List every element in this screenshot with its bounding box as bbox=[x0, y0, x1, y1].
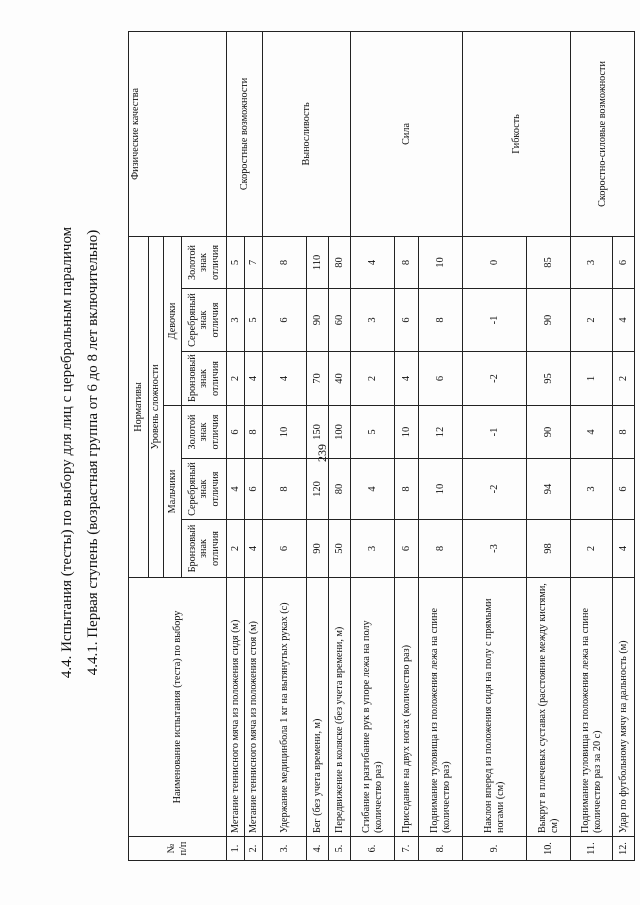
boys-gold-value: 8 bbox=[613, 406, 635, 459]
row-num: 6. bbox=[351, 837, 395, 861]
girls-silver-value: 3 bbox=[227, 289, 245, 352]
boys-silver-value: 94 bbox=[527, 459, 571, 520]
girls-gold-value: 6 bbox=[613, 236, 635, 288]
girls-silver-value: 90 bbox=[527, 289, 571, 352]
table-row bbox=[463, 31, 527, 860]
header-physical-qualities: Физические качества bbox=[129, 31, 227, 236]
row-num: 12. bbox=[613, 837, 635, 861]
girls-silver-value: 60 bbox=[329, 289, 351, 352]
boys-silver-value: 6 bbox=[245, 459, 263, 520]
quality-speed-strength: Скоростно-силовые возможности bbox=[571, 31, 635, 236]
boys-bronze-value: 98 bbox=[527, 520, 571, 578]
girls-bronze-value: 4 bbox=[245, 352, 263, 406]
girls-gold-value: 85 bbox=[527, 236, 571, 288]
test-name: Передвижение в коляске (без учета времени, м) bbox=[329, 578, 351, 837]
boys-bronze-value: 50 bbox=[329, 520, 351, 578]
quality-strength: Сила bbox=[351, 31, 463, 236]
girls-bronze-value: 4 bbox=[395, 352, 419, 406]
table-row bbox=[571, 31, 613, 860]
boys-silver-value: 80 bbox=[329, 459, 351, 520]
boys-silver-value: 8 bbox=[395, 459, 419, 520]
boys-bronze-value: 90 bbox=[307, 520, 329, 578]
boys-silver-value: 120 bbox=[307, 459, 329, 520]
test-name: Метание теннисного мяча из положения стоя (м) bbox=[245, 578, 263, 837]
test-name: Выкрут в плечевых суставах (расстояние между кистями, см) bbox=[527, 578, 571, 837]
table-row bbox=[263, 31, 307, 860]
header-boys-bronze: Бронзовый знак отличия bbox=[182, 520, 227, 578]
girls-gold-value: 3 bbox=[571, 236, 613, 288]
test-name: Удержание медицинбола 1 кг на вытянутых руках (с) bbox=[263, 578, 307, 837]
header-boys-gold: Золотой знак отличия bbox=[182, 406, 227, 459]
test-name: Удар по футбольному мячу на дальность (м) bbox=[613, 578, 635, 837]
girls-gold-value: 80 bbox=[329, 236, 351, 288]
header-boys-silver: Серебряный знак отличия bbox=[182, 459, 227, 520]
row-num: 7. bbox=[395, 837, 419, 861]
boys-gold-value: 100 bbox=[329, 406, 351, 459]
boys-gold-value: 12 bbox=[419, 406, 463, 459]
boys-gold-value: 8 bbox=[245, 406, 263, 459]
girls-gold-value: 8 bbox=[263, 236, 307, 288]
girls-silver-value: -1 bbox=[463, 289, 527, 352]
header-boys: Мальчики bbox=[164, 406, 182, 578]
girls-gold-value: 0 bbox=[463, 236, 527, 288]
girls-bronze-value: 2 bbox=[351, 352, 395, 406]
girls-bronze-value: 1 bbox=[571, 352, 613, 406]
header-girls-gold: Золотой знак отличия bbox=[182, 236, 227, 288]
boys-gold-value: 10 bbox=[263, 406, 307, 459]
quality-speed: Скоростные возможности bbox=[227, 31, 263, 236]
boys-bronze-value: 6 bbox=[263, 520, 307, 578]
quality-flexibility: Гибкость bbox=[463, 31, 571, 236]
girls-bronze-value: 6 bbox=[419, 352, 463, 406]
table-row bbox=[351, 31, 395, 860]
row-num: 11. bbox=[571, 837, 613, 861]
boys-bronze-value: -3 bbox=[463, 520, 527, 578]
girls-gold-value: 7 bbox=[245, 236, 263, 288]
girls-bronze-value: 2 bbox=[613, 352, 635, 406]
row-num: 9. bbox=[463, 837, 527, 861]
boys-silver-value: 10 bbox=[419, 459, 463, 520]
test-name: Поднимание туловища из положения лежа на спине (количество раз) bbox=[419, 578, 463, 837]
norms-table bbox=[128, 31, 635, 861]
girls-silver-value: 90 bbox=[307, 289, 329, 352]
header-girls-bronze: Бронзовый знак отличия bbox=[182, 352, 227, 406]
test-name: Приседание на двух ногах (количество раз) bbox=[395, 578, 419, 837]
girls-silver-value: 3 bbox=[351, 289, 395, 352]
header-difficulty-level: Уровень сложности bbox=[149, 236, 164, 577]
boys-silver-value: 6 bbox=[613, 459, 635, 520]
boys-bronze-value: 8 bbox=[419, 520, 463, 578]
test-name: Наклон вперед из положения сидя на полу с прямыми ногами (см) bbox=[463, 578, 527, 837]
header-test-name: Наименование испытания (теста) по выбору bbox=[129, 578, 227, 837]
row-num: 10. bbox=[527, 837, 571, 861]
girls-silver-value: 4 bbox=[613, 289, 635, 352]
quality-endurance: Выносливость bbox=[263, 31, 351, 236]
girls-gold-value: 110 bbox=[307, 236, 329, 288]
boys-bronze-value: 3 bbox=[351, 520, 395, 578]
boys-gold-value: 10 bbox=[395, 406, 419, 459]
girls-bronze-value: 4 bbox=[263, 352, 307, 406]
row-num: 1. bbox=[227, 837, 245, 861]
test-name: Поднимание туловища из положения лежа на спине (количество раз за 20 с) bbox=[571, 578, 613, 837]
test-name: Метание теннисного мяча из положения сидя (м) bbox=[227, 578, 245, 837]
boys-gold-value: 6 bbox=[227, 406, 245, 459]
girls-silver-value: 5 bbox=[245, 289, 263, 352]
row-num: 5. bbox=[329, 837, 351, 861]
header-norms: Нормативы bbox=[129, 236, 149, 577]
boys-silver-value: 3 bbox=[571, 459, 613, 520]
boys-gold-value: -1 bbox=[463, 406, 527, 459]
table-row bbox=[227, 31, 245, 860]
header-girls: Девочки bbox=[164, 236, 182, 405]
boys-silver-value: 4 bbox=[351, 459, 395, 520]
boys-bronze-value: 2 bbox=[227, 520, 245, 578]
row-num: 3. bbox=[263, 837, 307, 861]
girls-silver-value: 8 bbox=[419, 289, 463, 352]
girls-bronze-value: 70 bbox=[307, 352, 329, 406]
boys-bronze-value: 2 bbox=[571, 520, 613, 578]
girls-bronze-value: -2 bbox=[463, 352, 527, 406]
girls-bronze-value: 40 bbox=[329, 352, 351, 406]
boys-gold-value: 90 bbox=[527, 406, 571, 459]
boys-gold-value: 150 bbox=[307, 406, 329, 459]
test-name: Бег (без учета времени, м) bbox=[307, 578, 329, 837]
girls-bronze-value: 95 bbox=[527, 352, 571, 406]
page-number: 239 bbox=[315, 444, 329, 462]
header-num: № п/п bbox=[129, 837, 227, 861]
section-title: 4.4. Испытания (тесты) по выбору для лиц с церебральным параличом bbox=[59, 226, 75, 679]
boys-bronze-value: 6 bbox=[395, 520, 419, 578]
boys-gold-value: 4 bbox=[571, 406, 613, 459]
boys-silver-value: 8 bbox=[263, 459, 307, 520]
subsection-title: 4.4.1. Первая ступень (возрастная группа от 6 до 8 лет включительно) bbox=[85, 229, 101, 676]
boys-silver-value: 4 bbox=[227, 459, 245, 520]
boys-silver-value: -2 bbox=[463, 459, 527, 520]
girls-gold-value: 4 bbox=[351, 236, 395, 288]
row-num: 2. bbox=[245, 837, 263, 861]
row-num: 4. bbox=[307, 837, 329, 861]
girls-gold-value: 8 bbox=[395, 236, 419, 288]
girls-silver-value: 6 bbox=[263, 289, 307, 352]
boys-gold-value: 5 bbox=[351, 406, 395, 459]
girls-silver-value: 2 bbox=[571, 289, 613, 352]
row-num: 8. bbox=[419, 837, 463, 861]
girls-bronze-value: 2 bbox=[227, 352, 245, 406]
girls-gold-value: 5 bbox=[227, 236, 245, 288]
girls-silver-value: 6 bbox=[395, 289, 419, 352]
test-name: Сгибание и разгибание рук в упоре лежа на полу (количество раз) bbox=[351, 578, 395, 837]
girls-gold-value: 10 bbox=[419, 236, 463, 288]
boys-bronze-value: 4 bbox=[613, 520, 635, 578]
header-girls-silver: Серебряный знак отличия bbox=[182, 289, 227, 352]
boys-bronze-value: 4 bbox=[245, 520, 263, 578]
